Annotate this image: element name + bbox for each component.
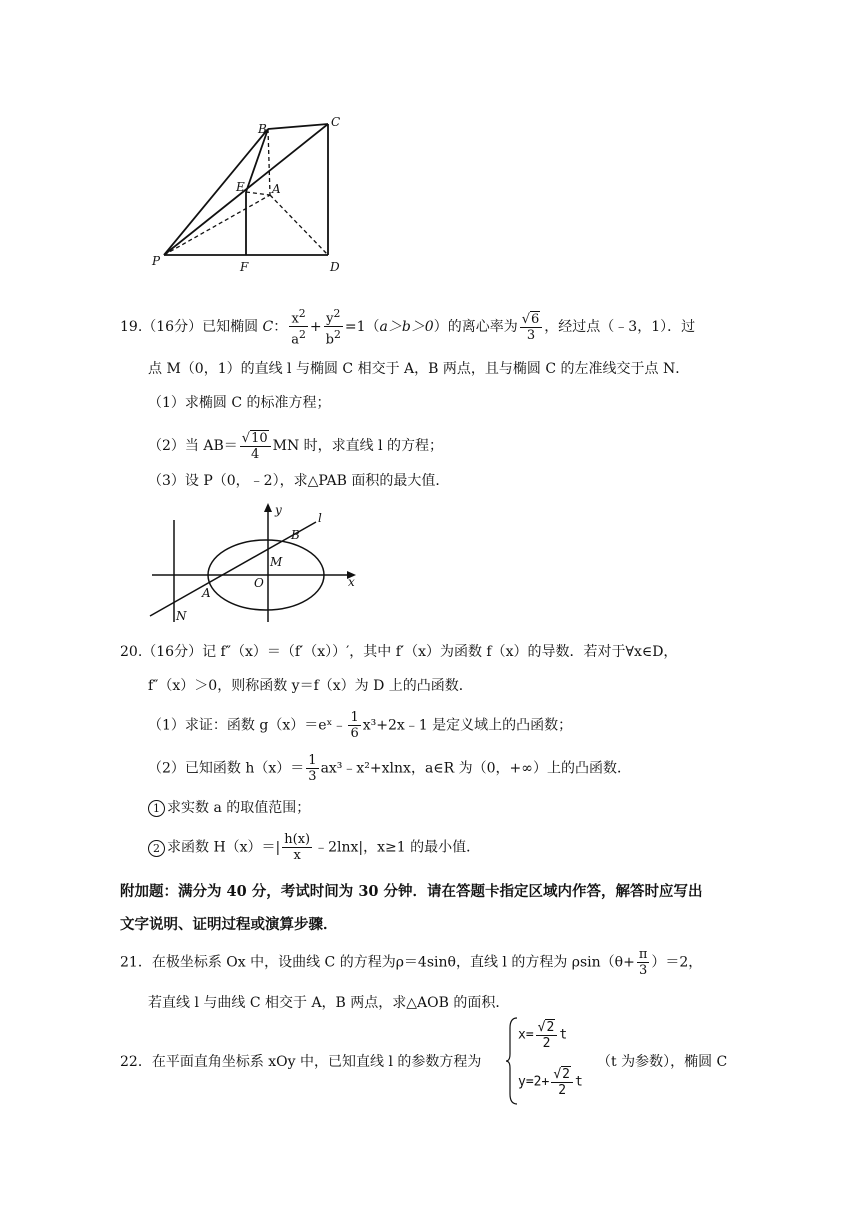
label-B: B [258, 122, 267, 136]
q20-sub2: 2 求函数 H（x）＝| $\frac{h(x)}{x}$ ﹣2lnx|，x≥1 的最小值． [148, 832, 480, 863]
q22-equation-y: y=2+ $\frac{√2}{2}$ t [518, 1067, 583, 1098]
edge-BA [268, 129, 270, 195]
circled-number-1: 1 [148, 800, 165, 817]
fraction-x2-a2: $\frac{x^2}{a^2}$ [291, 307, 306, 348]
label-D: D [330, 260, 340, 274]
label-x: x [348, 575, 355, 589]
q21-line2: 若直线 l 与曲线 C 相交于 A，B 两点，求△AOB 的面积． [148, 995, 510, 1011]
q19-part3: （3）设 P（0，﹣2），求△PAB 面积的最大值． [148, 473, 450, 489]
q20-sub1: 1 求实数 a 的取值范围； [148, 798, 310, 818]
label-l: l [318, 511, 322, 525]
fraction-1-6: $\frac{1}{6}$ [350, 710, 359, 741]
fraction-hx-x: $\frac{h(x)}{x}$ [284, 832, 311, 863]
edge-BE [246, 129, 268, 192]
fraction-y2-b2: $\frac{y^2}{b^2}$ [325, 307, 341, 348]
fraction-1-3: $\frac{1}{3}$ [308, 753, 317, 784]
edge-BC [268, 124, 328, 129]
circled-number-2: 2 [148, 840, 165, 857]
label-A: A [272, 182, 281, 196]
edge-AD [270, 195, 328, 255]
y-arrow [264, 503, 272, 512]
brace-icon [505, 1016, 519, 1106]
label-C: C [331, 115, 341, 129]
pyramid-figure [140, 105, 360, 280]
q22-line1-start: 22．在平面直角坐标系 xOy 中，已知直线 l 的参数方程为 [120, 1054, 482, 1070]
q20-line2: f″（x）＞0，则称函数 y＝f（x）为 D 上的凸函数． [148, 678, 473, 694]
q22-equation-x: x= $\frac{√2}{2}$ t [518, 1020, 568, 1051]
q19-line1: 19.（16分）已知椭圆 C： $\frac{x^2}{a^2}$ + $\frac{y^2}{b^2}$ =1（a＞b＞0）的离心率为 $\frac{√6}{3}$ ，经过点（﹣3，1）．过 [120, 307, 696, 348]
label-F: F [240, 260, 249, 274]
label-A: A [202, 586, 211, 600]
q19-part1: （1）求椭圆 C 的标准方程； [148, 395, 331, 411]
q19-line2: 点 M（0，1）的直线 l 与椭圆 C 相交于 A，B 两点，且与椭圆 C 的左准线交于点 N． [148, 361, 690, 377]
edge-PA [164, 195, 270, 255]
q19-part2: （2）当 AB＝ $\frac{√10}{4}$ MN 时，求直线 l 的方程； [148, 431, 444, 462]
label-N: N [176, 609, 187, 623]
edge-PB [164, 129, 268, 255]
q20-part2: （2）已知函数 h（x）＝ $\frac{1}{3}$ ax³﹣x²+xlnx，a∈R 为（0，+∞）上的凸函数． [148, 753, 631, 784]
fraction-sqrt6-3: $\frac{√6}{3}$ [520, 311, 543, 343]
fraction-pi-3: $\frac{\pi}{3}$ [638, 947, 648, 978]
fraction-sqrt10-4: $\frac{√10}{4}$ [240, 430, 271, 462]
bonus-header-line1: 附加题：满分为 40 分，考试时间为 30 分钟．请在答题卡指定区域内作答，解答时应写出 [120, 883, 703, 900]
label-O: O [254, 576, 264, 590]
label-y: y [275, 503, 282, 517]
q22-line1-end: （t 为参数），椭圆 C [597, 1054, 728, 1070]
label-E: E [236, 180, 245, 194]
bonus-header-line2: 文字说明、证明过程或演算步骤． [120, 916, 338, 933]
label-P: P [152, 254, 161, 268]
label-B: B [291, 528, 300, 542]
ellipse-figure [140, 500, 370, 625]
q20-line1: 20.（16分）记 f″（x）＝（f′（x））′，其中 f′（x）为函数 f（x）的导数．若对于∀x∈D， [120, 644, 678, 660]
q20-part1: （1）求证：函数 g（x）＝eˣ﹣ $\frac{1}{6}$ x³+2x﹣1 是定义域上的凸函数； [148, 710, 573, 741]
edge-EA [246, 192, 270, 195]
label-M: M [270, 555, 283, 569]
q21-line1: 21．在极坐标系 Ox 中，设曲线 C 的方程为ρ＝4sinθ，直线 l 的方程为 ρsin（θ+ $\frac{\pi}{3}$ ）＝2， [120, 947, 703, 978]
